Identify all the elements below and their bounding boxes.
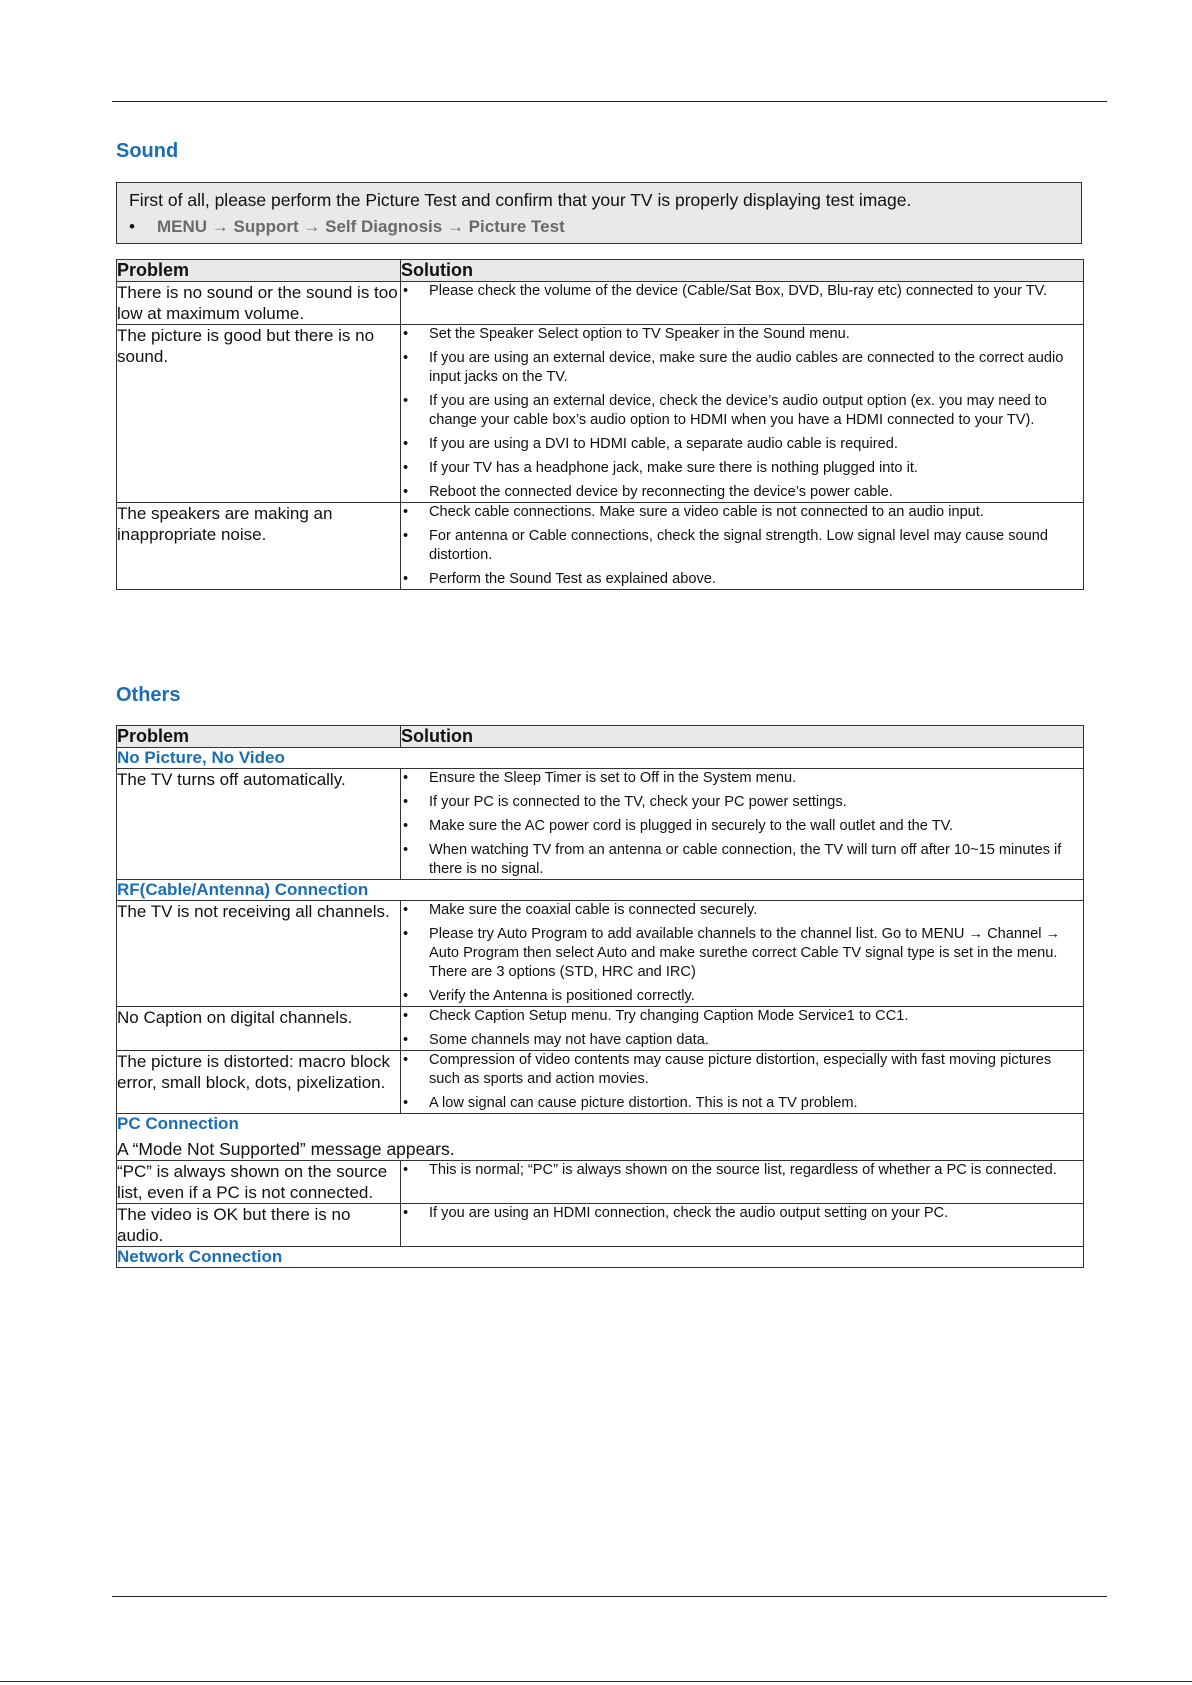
solution-item: • For antenna or Cable connections, check the signal strength. Low signal level may cause sound distortion.: [401, 527, 1083, 565]
problem-cell: There is no sound or the sound is too low at maximum volume.: [117, 282, 401, 325]
table-row: [117, 901, 1084, 1007]
solution-cell: [401, 1161, 1084, 1204]
solution-item: • Check Caption Setup menu. Try changing Caption Mode Service1 to CC1.: [401, 1007, 1083, 1026]
solution-item: • This is normal; “PC” is always shown on the source list, regardless of whether a PC is connected.: [401, 1161, 1083, 1180]
solution-item: • Perform the Sound Test as explained above.: [401, 570, 1083, 589]
solution-item: • When watching TV from an antenna or cable connection, the TV will turn off after 10~15 minutes if there is no signal.: [401, 841, 1083, 879]
group-title: PC Connection: [117, 1114, 239, 1133]
solution-item: • If you are using an external device, check the device’s audio output option (ex. you may need to change your cable box’s audio option to HDMI when you have a HDMI connected to your TV).: [401, 392, 1083, 430]
problem-cell: The video is OK but there is no audio.: [117, 1204, 401, 1247]
sound-section-title: Sound: [116, 140, 179, 162]
solution-item: • Make sure the coaxial cable is connected securely.: [401, 901, 1083, 920]
solution-cell: [401, 503, 1084, 590]
solution-header: Solution: [401, 260, 1084, 282]
problem-cell: The picture is distorted: macro block error, small block, dots, pixelization.: [117, 1051, 401, 1114]
solution-item: • Compression of video contents may cause picture distortion, especially with fast moving pictures such as sports and action movies.: [401, 1051, 1083, 1089]
footer-rule: [112, 1596, 1107, 1597]
others-section-title: Others: [116, 684, 181, 706]
solution-cell: [401, 1007, 1084, 1051]
group-title: No Picture, No Video: [117, 748, 1084, 769]
group-title: Network Connection: [117, 1247, 1084, 1268]
problem-cell: The TV turns off automatically.: [117, 769, 401, 880]
solution-item: • Please try Auto Program to add available channels to the channel list. Go to MENU → Channel → Auto Program then select Auto and make surethe correct Cable TV signal type is set in the menu. There are 3 options (STD, HRC and IRC): [401, 925, 1083, 982]
note-menu-path: [129, 217, 1069, 237]
sound-table: [116, 259, 1084, 590]
table-row: [117, 1204, 1084, 1247]
problem-cell: The TV is not receiving all channels.: [117, 901, 401, 1007]
table-row: [117, 1007, 1084, 1051]
solution-cell: [401, 769, 1084, 880]
picture-test-note: [116, 182, 1082, 244]
solution-cell: [401, 1051, 1084, 1114]
table-row: [117, 325, 1084, 503]
bullet-icon: •: [129, 217, 135, 236]
table-row: [117, 282, 1084, 325]
note-text: First of all, please perform the Picture Test and confirm that your TV is properly displaying test image.: [129, 190, 912, 210]
solution-cell: [401, 282, 1084, 325]
solution-header: Solution: [401, 726, 1084, 748]
problem-cell: The picture is good but there is no sound.: [117, 325, 401, 503]
table-row: [117, 503, 1084, 590]
solution-cell: [401, 901, 1084, 1007]
solution-item: • If you are using a DVI to HDMI cable, a separate audio cable is required.: [401, 435, 1083, 454]
table-header-row: [117, 726, 1084, 748]
solution-item: • If your TV has a headphone jack, make sure there is nothing plugged into it.: [401, 459, 1083, 478]
problem-cell: “PC” is always shown on the source list, even if a PC is not connected.: [117, 1161, 401, 1204]
group-title: RF(Cable/Antenna) Connection: [117, 880, 1084, 901]
header-rule: [112, 101, 1107, 102]
solution-item: • Please check the volume of the device (Cable/Sat Box, DVD, Blu-ray etc) connected to your TV.: [401, 282, 1083, 301]
solution-item: • Ensure the Sleep Timer is set to Off in the System menu.: [401, 769, 1083, 788]
solution-cell: [401, 1204, 1084, 1247]
group-header-row: [117, 1114, 1084, 1161]
solution-cell: [401, 325, 1084, 503]
problem-cell: No Caption on digital channels.: [117, 1007, 401, 1051]
group-header-row: [117, 748, 1084, 769]
group-subtitle: A “Mode Not Supported” message appears.: [117, 1139, 455, 1159]
menu-path-text: MENU → Support → Self Diagnosis → Picture Test: [157, 217, 565, 236]
solution-item: • Set the Speaker Select option to TV Speaker in the Sound menu.: [401, 325, 1083, 344]
solution-item: • Some channels may not have caption data.: [401, 1031, 1083, 1050]
group-title-cell: [117, 1114, 1084, 1161]
group-header-row: [117, 1247, 1084, 1268]
solution-item: • If you are using an HDMI connection, check the audio output setting on your PC.: [401, 1204, 1083, 1223]
solution-item: • Make sure the AC power cord is plugged in securely to the wall outlet and the TV.: [401, 817, 1083, 836]
table-header-row: [117, 260, 1084, 282]
problem-header: Problem: [117, 260, 401, 282]
solution-item: • If your PC is connected to the TV, check your PC power settings.: [401, 793, 1083, 812]
problem-cell: The speakers are making an inappropriate noise.: [117, 503, 401, 590]
table-row: [117, 1051, 1084, 1114]
solution-item: • Check cable connections. Make sure a video cable is not connected to an audio input.: [401, 503, 1083, 522]
others-table: [116, 725, 1084, 1268]
solution-item: • A low signal can cause picture distortion. This is not a TV problem.: [401, 1094, 1083, 1113]
problem-header: Problem: [117, 726, 401, 748]
group-header-row: [117, 880, 1084, 901]
solution-item: • Reboot the connected device by reconnecting the device’s power cable.: [401, 483, 1083, 502]
page-edge-rule: [0, 1681, 1192, 1682]
table-row: [117, 769, 1084, 880]
table-row: [117, 1161, 1084, 1204]
solution-item: • If you are using an external device, make sure the audio cables are connected to the correct audio input jacks on the TV.: [401, 349, 1083, 387]
solution-item: • Verify the Antenna is positioned correctly.: [401, 987, 1083, 1006]
